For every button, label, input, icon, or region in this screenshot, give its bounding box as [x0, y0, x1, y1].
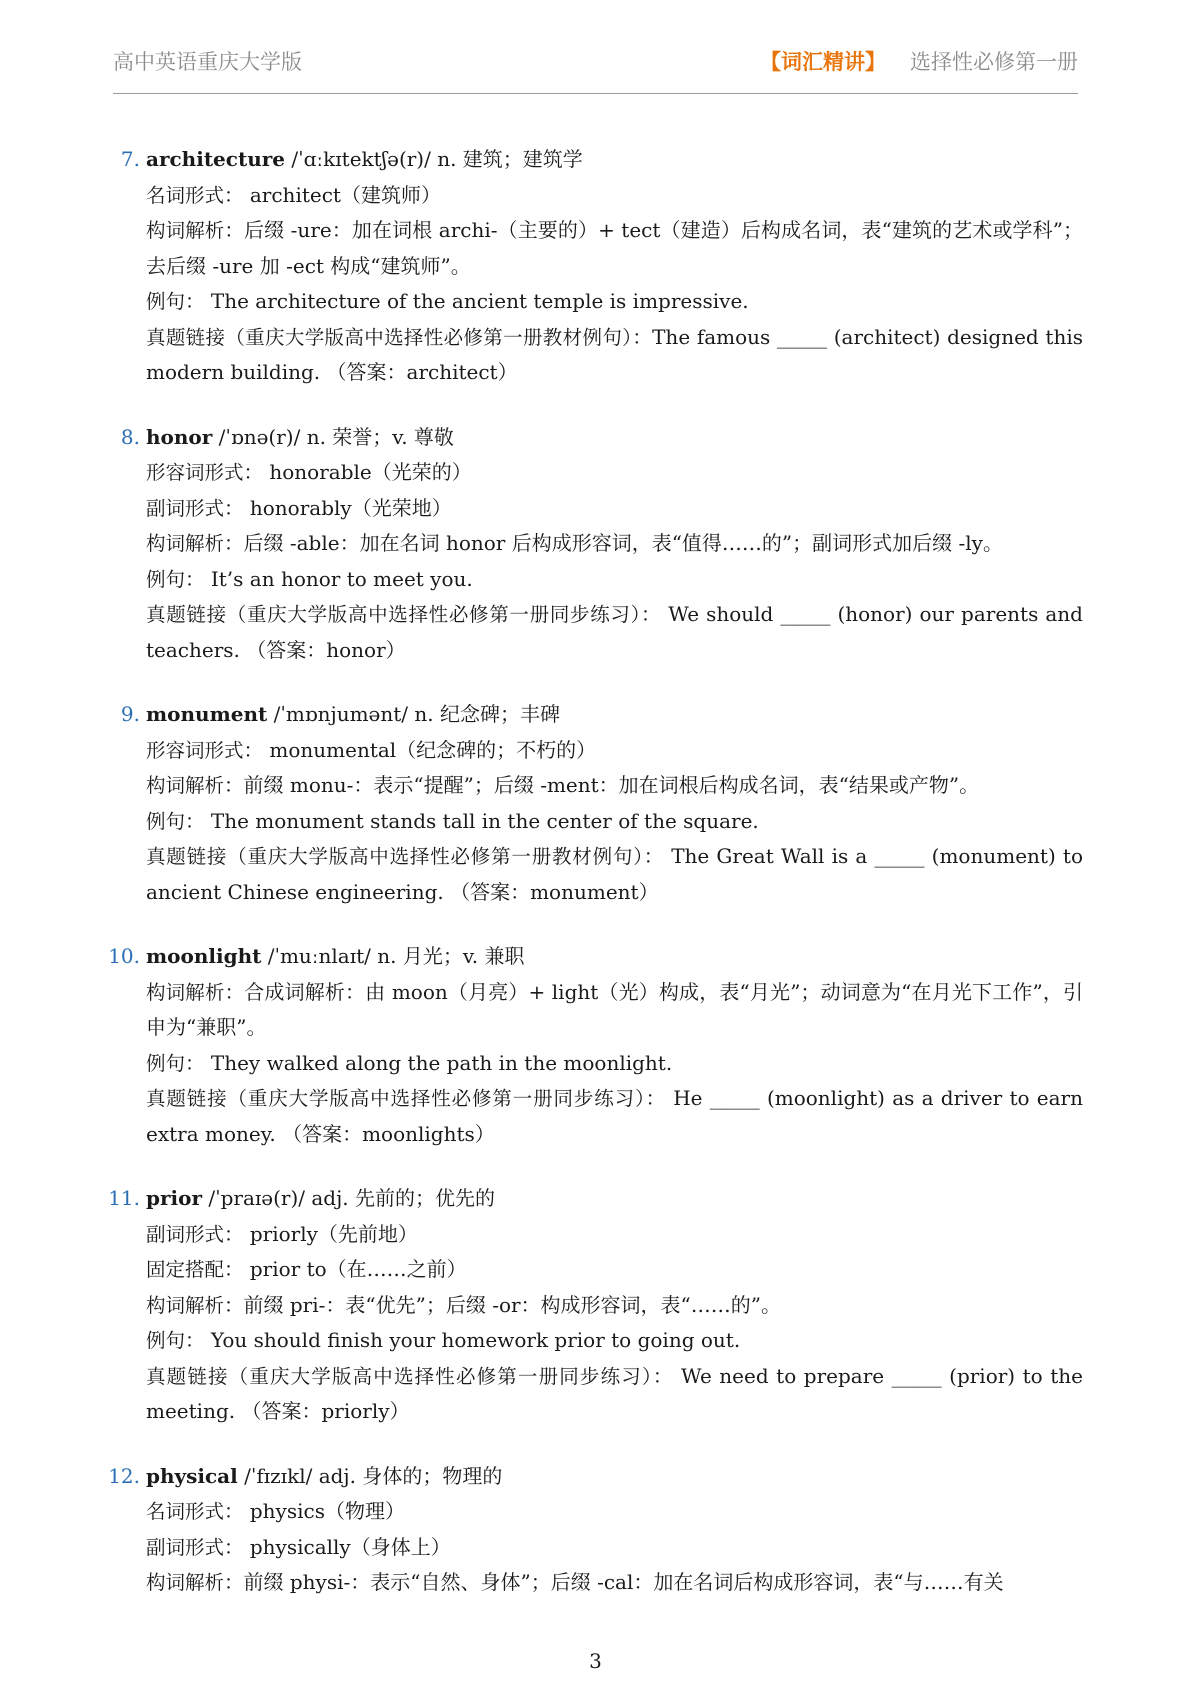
- vocab-entry: [105, 1459, 1083, 1601]
- entry-headline: [105, 1181, 1083, 1217]
- entry-headline: [105, 142, 1083, 178]
- entry-detail-line: [105, 1081, 1083, 1152]
- entry-detail-line: [105, 733, 1083, 769]
- detail-text: The famous _____ (architect) designed this modern building. （答案：architect）: [146, 324, 1083, 384]
- detail-text: The Great Wall is a _____ (monument) to ancient Chinese engineering. （答案：monument）: [146, 844, 1083, 904]
- detail-label: 构词解析：: [146, 1571, 244, 1594]
- detail-text: honorable（光荣的）: [263, 460, 472, 484]
- entry-detail-line: [105, 491, 1083, 527]
- entry-headline: [105, 697, 1083, 733]
- headword: architecture: [146, 147, 285, 171]
- entry-detail-line: [105, 562, 1083, 598]
- detail-text: architect（建筑师）: [243, 182, 441, 207]
- vocab-entry: [105, 420, 1083, 669]
- detail-text: 前缀 monu-：表示“提醒”；后缀 -ment：加在词根后构成名词，表“结果或产物”。: [243, 773, 980, 797]
- detail-label: 构词解析：: [146, 532, 244, 555]
- detail-text: The monument stands tall in the center of the square.: [204, 808, 759, 833]
- entry-headline: [105, 939, 1083, 975]
- entry-detail-line: [105, 213, 1083, 284]
- entry-detail-line: [105, 284, 1083, 320]
- entry-detail-line: [105, 526, 1083, 562]
- pronunciation-and-definition: /ˈpraɪə(r)/ adj. 先前的；优先的: [202, 1186, 496, 1210]
- detail-label: 例句：: [146, 1329, 205, 1352]
- header-volume: 选择性必修第一册: [910, 50, 1078, 74]
- header-section-tag: 【词汇精讲】: [760, 49, 886, 74]
- entry-number: 8.: [120, 424, 140, 449]
- entry-number: 9.: [120, 702, 140, 726]
- entry-number: 11.: [108, 1186, 140, 1210]
- vocab-entry: [105, 1181, 1083, 1430]
- detail-text: We need to prepare _____ (prior) to the meeting. （答案：priorly）: [146, 1363, 1083, 1423]
- header-rule: [113, 93, 1078, 94]
- detail-label: 形容词形式：: [146, 738, 264, 762]
- detail-label: 真题链接（重庆大学版高中选择性必修第一册教材例句）：: [146, 325, 653, 349]
- detail-label: 固定搭配：: [146, 1258, 244, 1281]
- detail-label: 构词解析：: [146, 774, 244, 797]
- headword: prior: [146, 1186, 202, 1210]
- detail-text: We should _____ (honor) our parents and teachers. （答案：honor）: [146, 602, 1083, 662]
- detail-text: honorably（光荣地）: [243, 495, 452, 520]
- detail-label: 名词形式：: [146, 1500, 244, 1523]
- entry-detail-line: [105, 455, 1083, 491]
- detail-label: 例句：: [146, 290, 205, 313]
- detail-label: 真题链接（重庆大学版高中选择性必修第一册教材例句）：: [146, 845, 665, 868]
- vocabulary-list: [105, 142, 1083, 1630]
- pronunciation-and-definition: /ˈmɒnjumənt/ n. 纪念碑；丰碑: [267, 702, 560, 726]
- entry-detail-line: [105, 1359, 1083, 1430]
- detail-text: The architecture of the ancient temple is impressive.: [204, 289, 749, 313]
- detail-text: physics（物理）: [243, 1499, 405, 1523]
- entry-detail-line: [105, 1288, 1083, 1324]
- page-number: 3: [589, 1649, 602, 1673]
- entry-detail-line: [105, 804, 1083, 840]
- detail-text: 合成词解析：由 moon（月亮）+ light（光）构成，表“月光”；动词意为“在月光下工作”，引申为“兼职”。: [146, 979, 1083, 1039]
- entry-detail-line: [105, 178, 1083, 214]
- detail-label: 名词形式：: [146, 183, 244, 207]
- vocab-entry: [105, 142, 1083, 391]
- detail-label: 例句：: [146, 1051, 205, 1075]
- entry-detail-line: [105, 320, 1083, 391]
- entry-detail-line: [105, 1252, 1083, 1288]
- vocab-entry: [105, 697, 1083, 910]
- detail-label: 真题链接（重庆大学版高中选择性必修第一册同步练习）：: [146, 1087, 666, 1110]
- entry-headline: [105, 420, 1083, 456]
- detail-label: 构词解析：: [146, 219, 245, 242]
- detail-text: 前缀 physi-：表示“自然、身体”；后缀 -cal：加在名词后构成形容词，表“与……有关: [243, 1570, 1004, 1594]
- entry-detail-line: [105, 1565, 1083, 1601]
- entry-detail-line: [105, 768, 1083, 804]
- detail-label: 真题链接（重庆大学版高中选择性必修第一册同步练习）：: [146, 603, 662, 626]
- header-book-title: 高中英语重庆大学版: [113, 50, 302, 74]
- detail-text: prior to（在……之前）: [243, 1257, 467, 1281]
- page-header: [113, 44, 1078, 80]
- detail-text: monumental（纪念碑的；不朽的）: [263, 737, 597, 762]
- detail-text: 后缀 -able：加在名词 honor 后构成形容词，表“值得……的”；副词形式加后缀 -ly。: [243, 531, 1003, 555]
- vocab-entry: [105, 939, 1083, 1152]
- entry-detail-line: [105, 597, 1083, 668]
- detail-text: They walked along the path in the moonlight.: [204, 1050, 673, 1075]
- entry-detail-line: [105, 975, 1083, 1046]
- headword: honor: [146, 424, 213, 449]
- entry-detail-line: [105, 1046, 1083, 1082]
- entry-headline: [105, 1459, 1083, 1495]
- pronunciation-and-definition: /ˈfɪzɪkl/ adj. 身体的；物理的: [237, 1463, 503, 1488]
- entry-detail-line: [105, 839, 1083, 910]
- detail-label: 构词解析：: [146, 980, 245, 1004]
- detail-text: 前缀 pri-：表“优先”；后缀 -or：构成形容词，表“……的”。: [243, 1292, 782, 1317]
- headword: monument: [146, 702, 268, 726]
- pronunciation-and-definition: /ˈɑːkɪtektʃə(r)/ n. 建筑；建筑学: [285, 147, 583, 171]
- entry-detail-line: [105, 1530, 1083, 1566]
- detail-label: 构词解析：: [146, 1293, 244, 1317]
- detail-label: 副词形式：: [146, 1535, 244, 1559]
- detail-label: 真题链接（重庆大学版高中选择性必修第一册同步练习）：: [146, 1364, 674, 1388]
- detail-label: 副词形式：: [146, 1222, 244, 1246]
- headword: moonlight: [146, 944, 262, 968]
- detail-text: physically（身体上）: [243, 1534, 451, 1559]
- detail-label: 例句：: [146, 567, 205, 591]
- detail-text: priorly（先前地）: [243, 1221, 418, 1246]
- detail-text: It’s an honor to meet you.: [204, 566, 473, 591]
- entry-number: 7.: [120, 147, 140, 171]
- detail-text: You should finish your homework prior to going out.: [204, 1328, 741, 1352]
- header-right: [760, 46, 1078, 76]
- detail-text: 后缀 -ure：加在词根 archi-（主要的）+ tect（建造）后构成名词，表“建筑的艺术或学科”；去后缀 -ure 加 -ect 构成“建筑师”。: [146, 218, 1083, 278]
- pronunciation-and-definition: /ˈɒnə(r)/ n. 荣誉；v. 尊敬: [212, 424, 454, 449]
- detail-label: 例句：: [146, 809, 205, 833]
- entry-number: 12.: [108, 1463, 140, 1488]
- detail-text: He _____ (moonlight) as a driver to earn extra money. （答案：moonlights）: [146, 1086, 1083, 1146]
- entry-detail-line: [105, 1323, 1083, 1359]
- entry-detail-line: [105, 1217, 1083, 1253]
- pronunciation-and-definition: /ˈmuːnlaɪt/ n. 月光；v. 兼职: [261, 944, 525, 968]
- detail-label: 形容词形式：: [146, 461, 264, 484]
- headword: physical: [146, 1463, 238, 1488]
- entry-detail-line: [105, 1494, 1083, 1530]
- entry-number: 10.: [108, 944, 140, 968]
- detail-label: 副词形式：: [146, 496, 244, 520]
